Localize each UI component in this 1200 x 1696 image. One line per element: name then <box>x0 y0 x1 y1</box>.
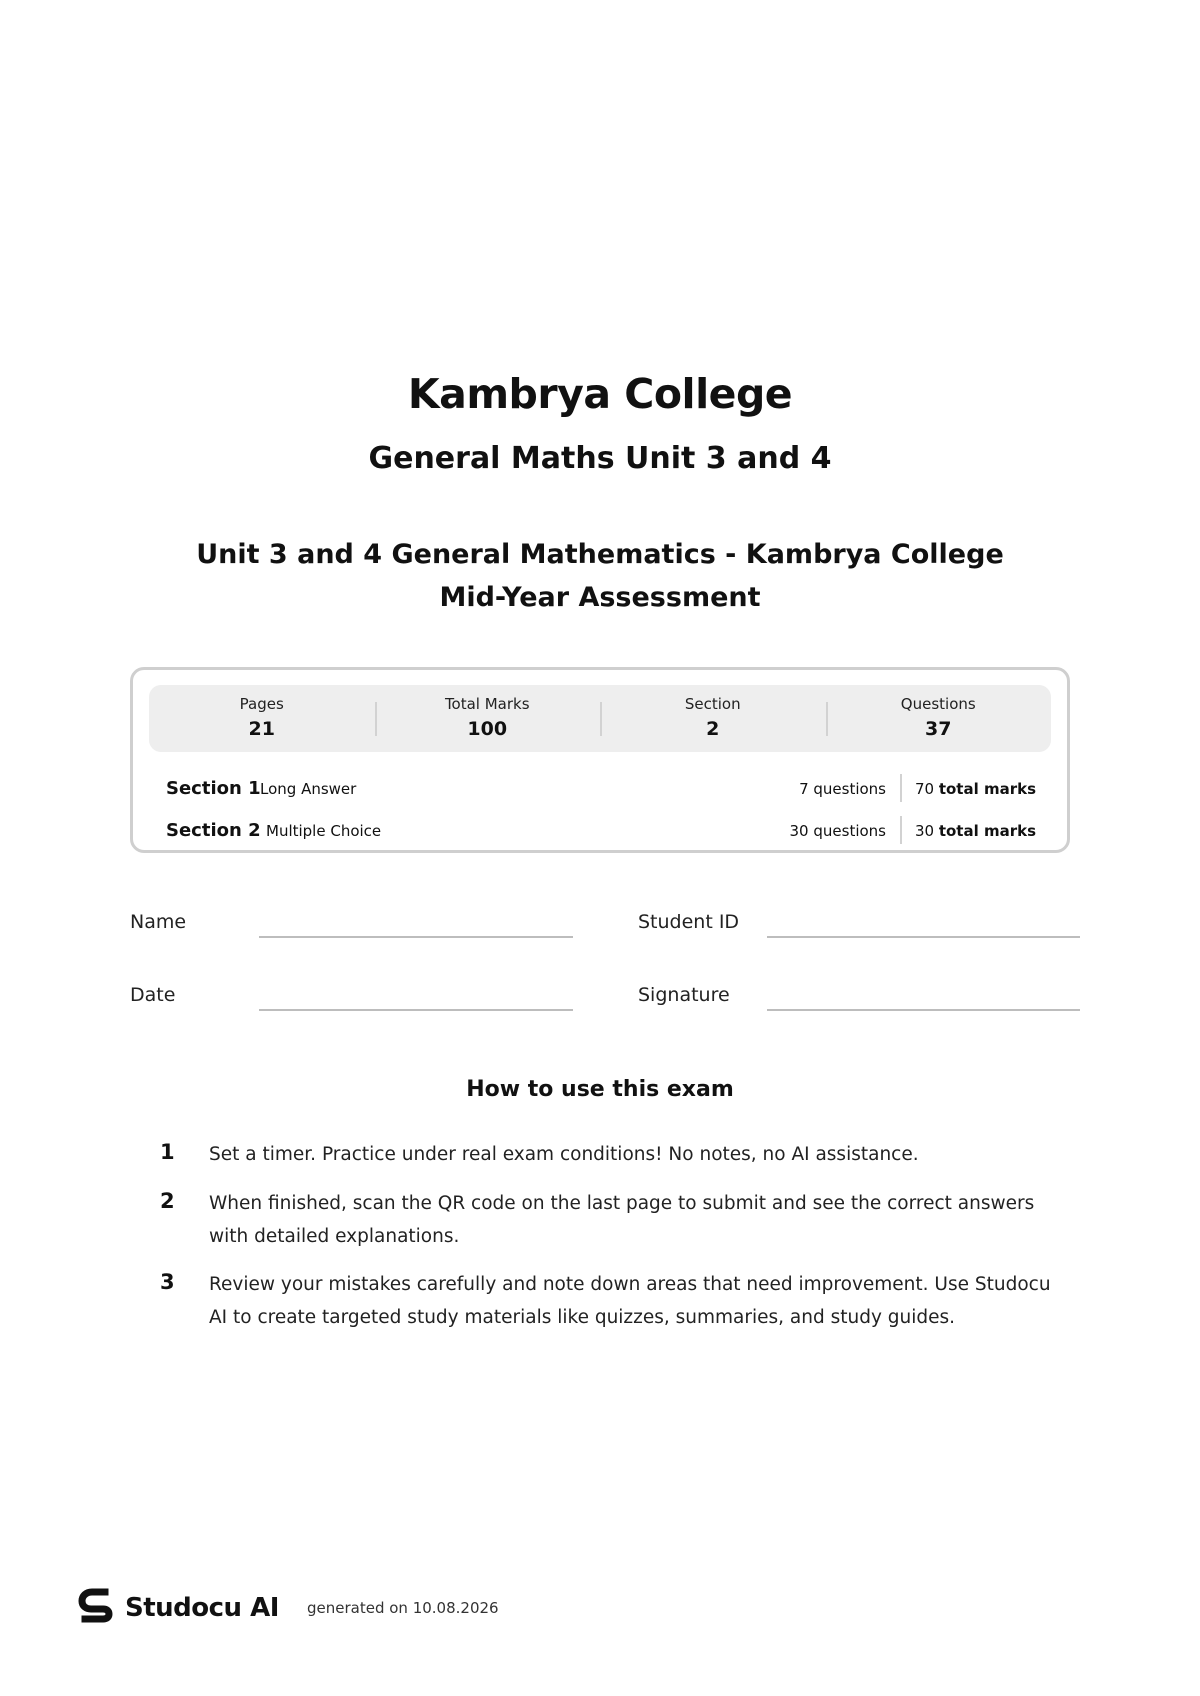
brand-name: Studocu AI <box>125 1593 279 1623</box>
section-row-2 <box>166 820 1036 850</box>
section-name: Section 1 <box>166 778 261 799</box>
date-field[interactable] <box>259 1009 573 1011</box>
signature-label: Signature <box>638 984 730 1006</box>
generated-date: generated on 10.08.2026 <box>307 1599 499 1617</box>
stat-pages <box>149 685 375 752</box>
student-id-field[interactable] <box>767 936 1080 938</box>
stat-section <box>600 685 826 752</box>
section-row-1 <box>166 778 1036 808</box>
stat-label: Pages <box>239 695 284 713</box>
howto-title: How to use this exam <box>466 1077 734 1102</box>
exam-title-line-1: Unit 3 and 4 General Mathematics - Kambrya College <box>196 539 1004 570</box>
stat-value: 2 <box>706 718 720 740</box>
section-marks <box>915 780 1036 798</box>
exam-title <box>0 533 1200 619</box>
section-question-count: 7 questions <box>799 780 886 798</box>
studocu-brand <box>78 1588 279 1628</box>
section-marks-number: 70 <box>914 780 935 798</box>
step-text: Set a timer. Practice under real exam conditions! No notes, no AI assistance. <box>209 1144 919 1165</box>
signature-field[interactable] <box>767 1009 1080 1011</box>
step-number: 2 <box>160 1189 175 1213</box>
section-marks <box>915 822 1036 840</box>
stats-bar <box>149 685 1051 752</box>
student-id-label: Student ID <box>638 911 740 933</box>
name-label: Name <box>130 911 187 933</box>
exam-title-line-2: Mid-Year Assessment <box>439 582 761 613</box>
section-marks-label: total marks <box>938 822 1036 840</box>
studocu-logo-icon <box>78 1588 116 1628</box>
exam-summary-box <box>130 667 1070 853</box>
section-marks-label: total marks <box>938 780 1036 798</box>
course-title: General Maths Unit 3 and 4 <box>368 441 832 476</box>
section-type: Multiple Choice <box>266 822 382 840</box>
stat-value: 21 <box>248 718 275 740</box>
stat-label: Total Marks <box>444 695 530 713</box>
stat-value: 100 <box>467 718 508 740</box>
section-marks-number: 30 <box>914 822 935 840</box>
stat-label: Section <box>684 695 741 713</box>
section-name: Section 2 <box>166 820 261 841</box>
stat-value: 37 <box>925 718 952 740</box>
section-divider <box>900 816 902 844</box>
section-divider <box>900 774 902 802</box>
step-text: When finished, scan the QR code on the last page to submit and see the correct answers with detailed explanations. <box>209 1193 1035 1247</box>
step-number: 1 <box>160 1140 175 1164</box>
section-type: Long Answer <box>260 780 357 798</box>
step-number: 3 <box>160 1270 175 1294</box>
college-name: Kambrya College <box>407 370 793 418</box>
date-label: Date <box>130 984 176 1006</box>
stat-questions <box>826 685 1052 752</box>
stat-total-marks <box>375 685 601 752</box>
step-text: Review your mistakes carefully and note down areas that need improvement. Use Studocu AI to create targeted study materials like quizzes, summaries, and study guides. <box>209 1274 1051 1328</box>
stat-label: Questions <box>900 695 976 713</box>
name-field[interactable] <box>259 936 573 938</box>
section-question-count: 30 questions <box>789 822 886 840</box>
